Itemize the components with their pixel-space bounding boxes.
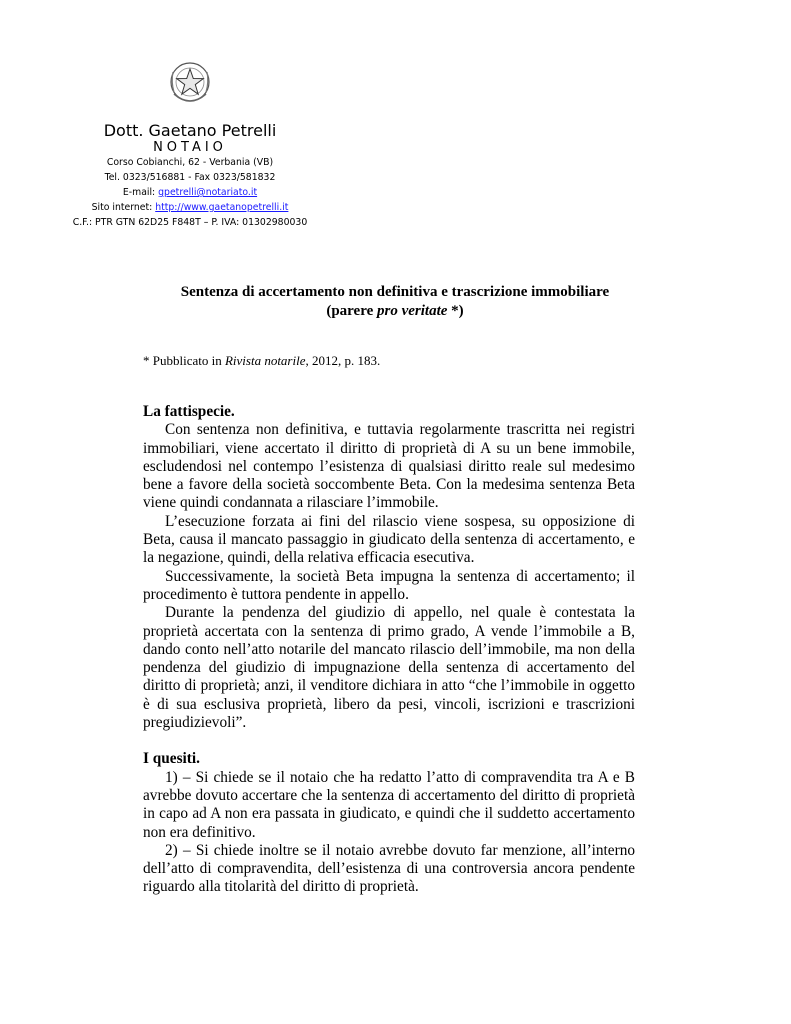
notary-phone: Tel. 0323/516881 - Fax 0323/581832 [104, 172, 276, 183]
notary-website-line [60, 200, 320, 215]
paragraph: L’esecuzione forzata ai fini del rilascio viene sospesa, su opposizione di Beta, causa il mancato passaggio in giudicato della sentenza di accertamento, e la negazione, quindi, della relativa efficacia esecutiva. [143, 512, 635, 567]
paragraph: Durante la pendenza del giudizio di appello, nel quale è contestata la proprietà accertata con la sentenza di primo grado, A vende l’immobile a B, dando conto nell’atto notarile del mancato rilascio dell’immobile, ma non della pendenza del giudizio di impugnazione della sentenza di accertamento del diritto di proprietà; anzi, il venditore dichiara in atto “che l’immobile in oggetto è di sua esclusiva proprietà, libero da pesi, vincoli, iscrizioni e trascrizioni pregiudizievoli”. [143, 604, 635, 732]
section-heading-quesiti: I quesiti. [143, 750, 200, 768]
italian-republic-emblem-icon [168, 58, 212, 108]
notary-role: NOTAIO [153, 140, 227, 155]
section-gap [143, 732, 635, 750]
notary-name: Dott. Gaetano Petrelli [103, 121, 277, 140]
title-line-1: Sentenza di accertamento non definitiva e trascrizione immobiliare [180, 284, 610, 300]
website-label: Sito internet: [91, 202, 156, 213]
email-link[interactable]: gpetrelli@notariato.it [158, 187, 258, 198]
email-label: E-mail: [122, 187, 159, 198]
journal-name: Rivista notarile [224, 353, 306, 368]
document-title [120, 283, 670, 321]
website-link[interactable]: http://www.gaetanopetrelli.it [155, 202, 289, 213]
notary-email-line [60, 185, 320, 200]
section-heading-fattispecie: La fattispecie. [143, 403, 235, 420]
paragraph: Successivamente, la società Beta impugna la sentenza di accertamento; il procedimento è tuttora pendente in appello. [143, 567, 635, 603]
paragraph: 1) – Si chiede se il notaio che ha redatto l’atto di compravendita tra A e B avrebbe dovuto accertare che la sentenza di accertamento del diritto di proprietà in capo ad A non era passata in giudicato, e quindi che il suddetto accertamento non era definitivo. [143, 768, 635, 841]
letterhead [60, 58, 320, 230]
notary-tax-ids: C.F.: PTR GTN 62D25 F848T – P. IVA: 01302980030 [72, 217, 308, 228]
publication-note: * Pubblicato in Rivista notarile, 2012, p. 183. [143, 353, 381, 368]
notary-address: Corso Cobianchi, 62 - Verbania (VB) [106, 157, 274, 168]
paragraph: Con sentenza non definitiva, e tuttavia regolarmente trascritta nei registri immobiliari, viene accertato il diritto di proprietà di A su un bene immobile, escludendosi nel contempo l’esistenza di qualsiasi diritto reale sul medesimo bene a favore della società soccombente Beta. Con la medesima sentenza Beta viene quindi condannata a rilasciare l’immobile. [143, 421, 635, 512]
title-line-2: (parere pro veritate *) [326, 303, 464, 319]
paragraph: 2) – Si chiede inoltre se il notaio avrebbe dovuto far menzione, all’interno dell’atto di compravendita, dell’esistenza di una controversia ancora pendente riguardo alla titolarità del diritto di proprietà. [143, 841, 635, 896]
document-body [143, 403, 635, 897]
title-italic: pro veritate [377, 303, 448, 319]
